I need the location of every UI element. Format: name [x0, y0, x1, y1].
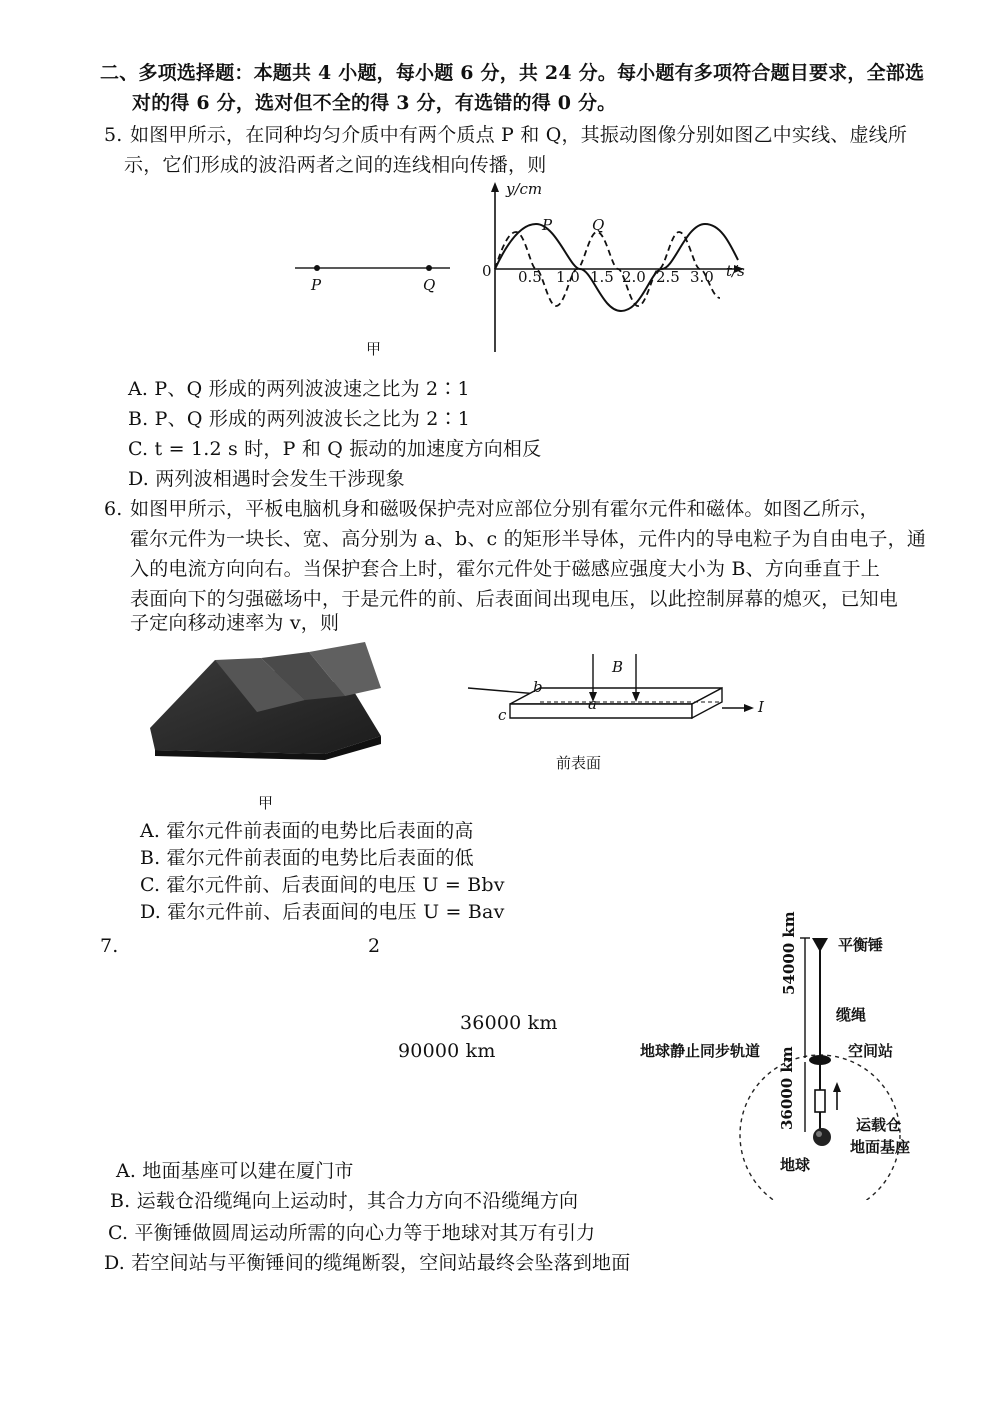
label-space-station: 空间站: [848, 1042, 894, 1060]
q6-fig-jia-caption: 甲: [258, 794, 274, 812]
q6-option-d: D. 霍尔元件前、后表面间的电压 U = Bav: [140, 901, 505, 923]
q5-option-d: D. 两列波相遇时会发生干涉现象: [128, 468, 405, 490]
q5-curve-p-label: P: [542, 216, 553, 234]
q5-option-a: A. P、Q 形成的两列波波速之比为 2∶1: [128, 378, 470, 400]
label-capsule: 运载仓: [856, 1116, 902, 1134]
q6-stem-line1: 如图甲所示，平板电脑机身和磁吸保护壳对应部位分别有霍尔元件和磁体。如图乙所示，: [130, 498, 879, 520]
q5-tick-1-0: 1.0: [556, 268, 580, 286]
q5-tick-2-0: 2.0: [622, 268, 646, 286]
q6-stem-line2: 霍尔元件为一块长、宽、高分别为 a、b、c 的矩形半导体，元件内的导电粒子为自由电子，通: [130, 528, 927, 550]
q5-graph-origin: 0: [482, 262, 492, 280]
capsule-icon: [815, 1090, 825, 1112]
q7-option-d: D. 若空间站与平衡锤间的缆绳断裂，空间站最终会坠落到地面: [104, 1252, 631, 1274]
hall-caption-front-surface: 前表面: [556, 754, 602, 772]
q7-fragment-36000: 36000 km: [460, 1012, 558, 1034]
q6-stem-line3: 入的电流方向向右。当保护套合上时，霍尔元件处于磁感应强度大小为 B、方向垂直于上: [130, 558, 881, 580]
q7-fragment-90000: 90000 km: [398, 1040, 496, 1062]
q7-option-b: B. 运载仓沿缆绳向上运动时，其合力方向不沿缆绳方向: [110, 1190, 579, 1212]
section-heading-line2: 对的得 6 分，选对但不全的得 3 分，有选错的得 0 分。: [132, 92, 617, 114]
q5-tick-0-5: 0.5: [518, 268, 542, 286]
label-geo-orbit: 地球静止同步轨道: [640, 1042, 761, 1060]
section-heading-line1: 二、多项选择题：本题共 4 小题，每小题 6 分，共 24 分。每小题有多项符合题目要求，全部选: [100, 62, 925, 84]
hall-label-i: I: [758, 698, 764, 716]
q5-graph-y-arrow: [491, 182, 499, 192]
q6-option-a: A. 霍尔元件前表面的电势比后表面的高: [140, 820, 474, 842]
q5-tick-3-0: 3.0: [690, 268, 714, 286]
q5-tick-2-5: 2.5: [656, 268, 680, 286]
q6-stem-line4: 表面向下的匀强磁场中，于是元件的前、后表面间出现电压，以此控制屏幕的熄灭，已知电: [130, 588, 899, 610]
q5-graph-ylabel: y/cm: [506, 180, 543, 198]
label-counterweight: 平衡锤: [838, 936, 884, 954]
q5-stem-line2: 示，它们形成的波沿两者之间的连线相向传播，则: [124, 154, 547, 176]
counterweight-icon: [812, 938, 828, 952]
q5-number: 5.: [104, 124, 123, 146]
q5-curve-q-label: Q: [592, 216, 605, 234]
q5-graph: [470, 180, 760, 355]
q7-option-a: A. 地面基座可以建在厦门市: [116, 1160, 354, 1182]
hall-wire-in: [468, 688, 538, 694]
label-cable: 缆绳: [836, 1006, 867, 1024]
q5-stem-line1: 如图甲所示，在同种均匀介质中有两个质点 P 和 Q，其振动图像分别如图乙中实线、虚线所: [130, 124, 908, 146]
hall-label-a: a: [588, 695, 597, 713]
q5-point-p-label: P: [311, 276, 322, 294]
q5-point-p-dot: [314, 265, 320, 271]
q7-space-elevator-figure: [720, 930, 920, 1200]
label-earth: 地球: [780, 1156, 811, 1174]
q6-stem-line5: 子定向移动速率为 v，则: [130, 612, 340, 634]
earth-highlight: [816, 1131, 822, 1137]
q7-number: 7.: [100, 935, 119, 957]
earth-icon: [813, 1128, 831, 1146]
hall-label-b: b: [533, 678, 543, 696]
label-dist-upper: 54000 km: [780, 911, 798, 995]
label-dist-lower: 36000 km: [778, 1046, 796, 1130]
q6-option-b: B. 霍尔元件前表面的电势比后表面的低: [140, 847, 474, 869]
q5-option-b: B. P、Q 形成的两列波波长之比为 2∶1: [128, 408, 471, 430]
q7-option-c: C. 平衡锤做圆周运动所需的向心力等于地球对其万有引力: [108, 1222, 596, 1244]
q7-fragment-2: 2: [368, 935, 381, 957]
q5-point-q-label: Q: [423, 276, 436, 294]
q5-option-c: C. t = 1.2 s 时，P 和 Q 振动的加速度方向相反: [128, 438, 542, 460]
capsule-up-arrowhead: [833, 1082, 841, 1092]
q5-point-q-dot: [426, 265, 432, 271]
q5-graph-xlabel: t/s: [726, 262, 745, 280]
q6-option-c: C. 霍尔元件前、后表面间的电压 U = Bbv: [140, 874, 505, 896]
q6-number: 6.: [104, 498, 123, 520]
q5-fig-jia-caption: 甲: [366, 340, 382, 358]
space-station-icon: [809, 1055, 831, 1065]
hall-label-c: c: [498, 706, 507, 724]
hall-label-b-field: B: [612, 658, 624, 676]
label-ground-base: 地面基座: [850, 1138, 911, 1156]
current-arrowhead: [744, 704, 754, 712]
hall-slab-front: [510, 704, 692, 718]
q6-tablet-image: [145, 640, 390, 760]
q5-tick-1-5: 1.5: [590, 268, 614, 286]
